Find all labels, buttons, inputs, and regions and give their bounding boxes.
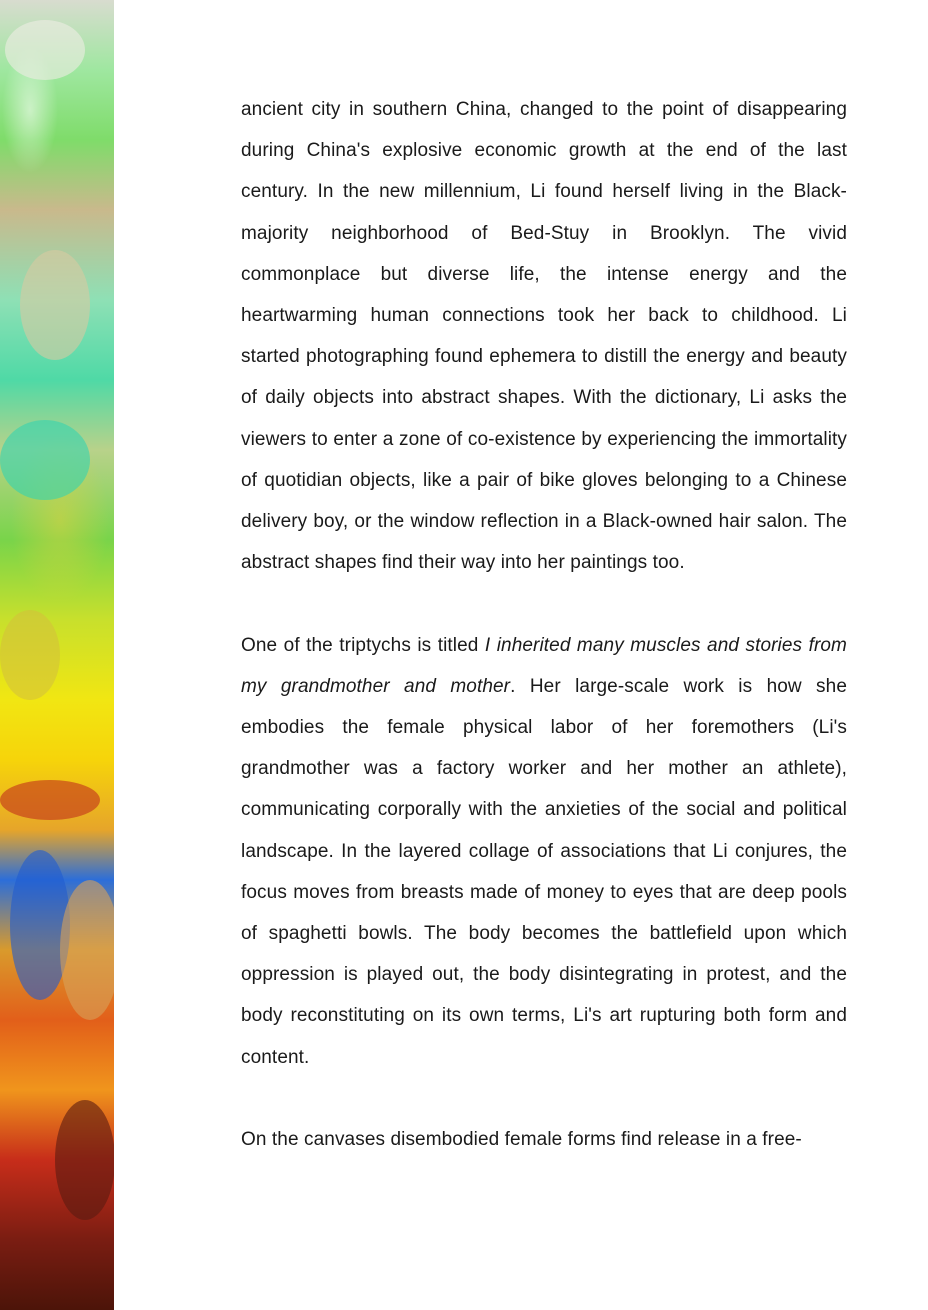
paragraph-3: On the canvases disembodied female forms find release in a free-: [241, 1129, 802, 1151]
paint-streak: [5, 20, 85, 80]
decorative-artwork-strip: [0, 0, 114, 1310]
article-body: [241, 89, 847, 1160]
paint-streak: [0, 780, 100, 820]
paragraph-2-lead: One of the triptychs is titled: [241, 634, 485, 656]
artwork-title: I inherited many muscles and stories from my grandmother and mother: [241, 634, 847, 697]
paragraph-2: [241, 625, 847, 1078]
paint-streak: [55, 1100, 114, 1220]
paint-streak: [20, 250, 90, 360]
paragraph-2-rest: . Her large-scale work is how she embodies the female physical labor of her foremothers (Li's grandmother was a factory worker and her mother an athlete), communicating corporally with the anxieties of the social and political landscape. In the layered collage of associations that Li conjures, the focus moves from breasts made of money to eyes that are deep pools of spaghetti bowls. The body becomes the battlefield upon which oppression is played out, the body disintegrating in protest, and the body reconstituting on its own terms, Li's art rupturing both form and content.: [241, 675, 847, 1068]
paragraph-1: ancient city in southern China, changed to the point of disappearing during China's explosive economic growth at the end of the last century. In the new millennium, Li found herself living in the Black-majority neighborhood of Bed-Stuy in Brooklyn. The vivid commonplace but diverse life, the intense energy and the heartwarming human connections took her back to childhood. Li started photographing found ephemera to distill the energy and beauty of daily objects into abstract shapes. With the dictionary, Li asks the viewers to enter a zone of co-existence by experiencing the immortality of quotidian objects, like a pair of bike gloves belonging to a Chinese delivery boy, or the window reflection in a Black-owned hair salon. The abstract shapes find their way into her paintings too.: [241, 99, 847, 574]
paint-streak: [0, 610, 60, 700]
paint-streak: [60, 880, 114, 1020]
paint-streak: [0, 420, 90, 500]
